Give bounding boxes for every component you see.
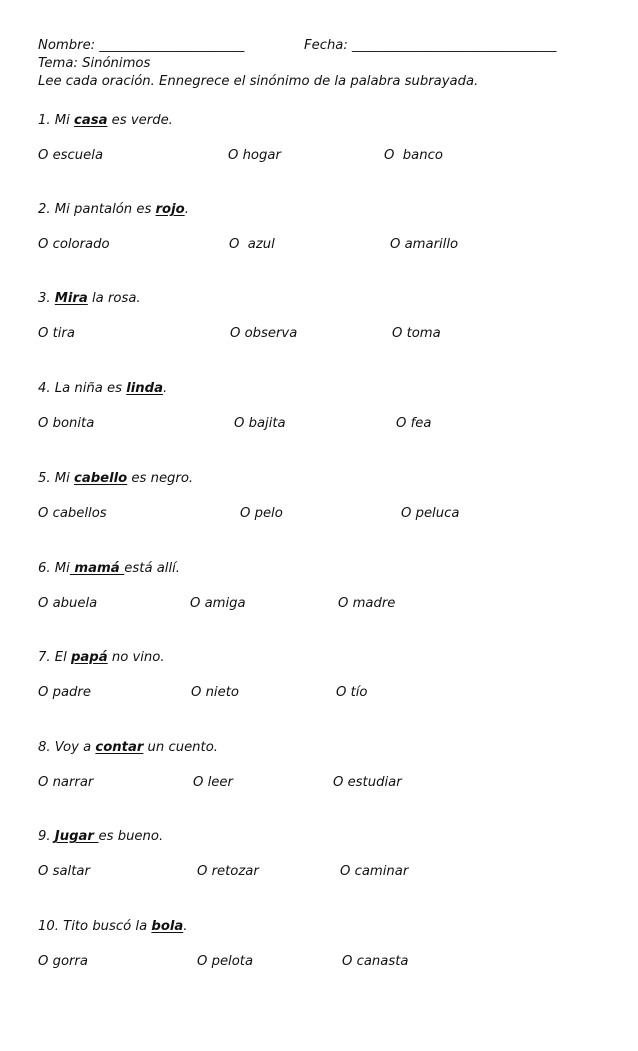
underlined-word: linda xyxy=(126,381,164,396)
underlined-word: Jugar xyxy=(54,829,99,844)
answer-option[interactable]: O abuela xyxy=(38,596,98,611)
sentence-text: 9. xyxy=(38,829,55,844)
answer-option[interactable]: O tío xyxy=(336,685,368,700)
answer-option[interactable]: O escuela xyxy=(38,148,104,163)
answer-option[interactable]: O peluca xyxy=(401,506,460,521)
underlined-word: Mira xyxy=(54,291,88,306)
answer-option[interactable]: O saltar xyxy=(38,864,90,879)
sentence-text: 4. La niña es xyxy=(38,381,127,396)
answer-option[interactable]: O cabellos xyxy=(38,506,107,521)
sentence-text: es verde. xyxy=(107,113,173,128)
underlined-word: papá xyxy=(70,650,108,665)
question-sentence xyxy=(38,919,188,935)
instructions: Lee cada oración. Ennegrece el sinónimo de la palabra subrayada. xyxy=(38,74,479,89)
answer-option[interactable]: O tira xyxy=(38,326,75,341)
question-sentence xyxy=(38,471,193,487)
question-sentence xyxy=(38,202,189,218)
answer-option[interactable]: O azul xyxy=(229,237,275,252)
sentence-text: no vino. xyxy=(107,650,165,665)
sentence-text: está allí. xyxy=(124,561,180,576)
answer-option[interactable]: O colorado xyxy=(38,237,110,252)
underlined-word: mamá xyxy=(69,561,125,576)
question-sentence xyxy=(38,561,180,577)
sentence-text: 6. Mi xyxy=(38,561,70,576)
underlined-word: casa xyxy=(74,113,108,128)
sentence-text: . xyxy=(163,381,168,396)
sentence-text: un cuento. xyxy=(143,740,218,755)
answer-option[interactable]: O pelota xyxy=(197,954,254,969)
sentence-text: 7. El xyxy=(38,650,71,665)
question-sentence xyxy=(38,113,173,129)
answer-option[interactable]: O narrar xyxy=(38,775,94,790)
answer-option[interactable]: O padre xyxy=(38,685,91,700)
fecha-label: Fecha: _______________________________ xyxy=(304,38,557,53)
answer-option[interactable]: O caminar xyxy=(340,864,409,879)
answer-option[interactable]: O pelo xyxy=(240,506,283,521)
answer-option[interactable]: O toma xyxy=(392,326,441,341)
sentence-text: 2. Mi pantalón es xyxy=(38,202,156,217)
answer-option[interactable]: O leer xyxy=(193,775,233,790)
underlined-word: cabello xyxy=(74,471,128,486)
answer-option[interactable]: O retozar xyxy=(197,864,259,879)
question-sentence xyxy=(38,291,141,307)
underlined-word: bola xyxy=(151,919,184,934)
answer-option[interactable]: O fea xyxy=(396,416,432,431)
answer-option[interactable]: O madre xyxy=(338,596,396,611)
sentence-text: 10. Tito buscó la xyxy=(38,919,152,934)
sentence-text: . xyxy=(183,919,188,934)
sentence-text: 3. xyxy=(38,291,55,306)
sentence-text: 1. Mi xyxy=(38,113,75,128)
question-sentence xyxy=(38,650,165,666)
answer-option[interactable]: O bonita xyxy=(38,416,95,431)
answer-option[interactable]: O hogar xyxy=(228,148,281,163)
answer-option[interactable]: O observa xyxy=(230,326,298,341)
sentence-text: es bueno. xyxy=(98,829,164,844)
nombre-label: Nombre: ______________________ xyxy=(38,38,245,53)
answer-option[interactable]: O bajita xyxy=(234,416,286,431)
question-sentence xyxy=(38,740,218,756)
answer-option[interactable]: O amiga xyxy=(190,596,246,611)
answer-option[interactable]: O canasta xyxy=(342,954,409,969)
sentence-text: es negro. xyxy=(127,471,194,486)
sentence-text: . xyxy=(184,202,189,217)
underlined-word: rojo xyxy=(155,202,185,217)
answer-option[interactable]: O banco xyxy=(384,148,443,163)
tema-label: Tema: Sinónimos xyxy=(38,56,151,71)
answer-option[interactable]: O gorra xyxy=(38,954,88,969)
underlined-word: contar xyxy=(95,740,144,755)
question-sentence xyxy=(38,829,163,845)
sentence-text: 8. Voy a xyxy=(38,740,96,755)
sentence-text: la rosa. xyxy=(87,291,141,306)
answer-option[interactable]: O estudiar xyxy=(333,775,402,790)
answer-option[interactable]: O nieto xyxy=(191,685,239,700)
question-sentence xyxy=(38,381,167,397)
answer-option[interactable]: O amarillo xyxy=(390,237,459,252)
sentence-text: 5. Mi xyxy=(38,471,75,486)
